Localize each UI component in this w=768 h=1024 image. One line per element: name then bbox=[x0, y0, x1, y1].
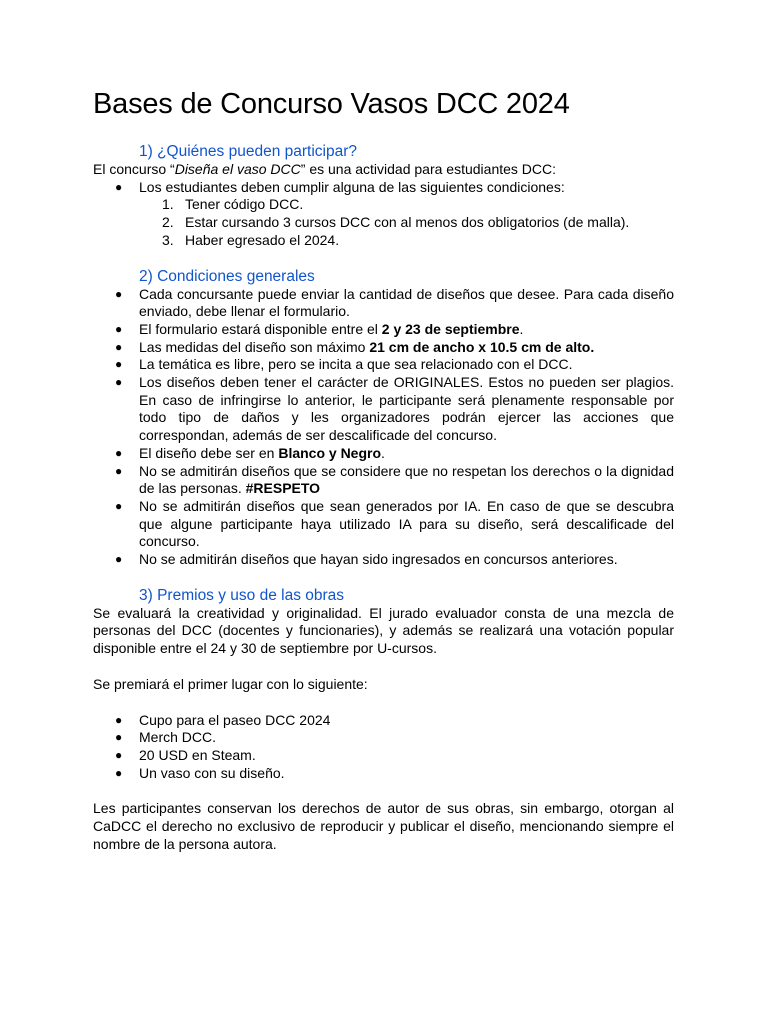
list-item-text: . bbox=[519, 320, 524, 337]
bullet-icon: ● bbox=[115, 321, 123, 336]
bullet-icon: ● bbox=[115, 339, 123, 354]
section-2-heading: 2) Condiciones generales bbox=[139, 267, 315, 285]
list-item-text: No se admitirán diseños que sean generados por IA. En caso de que se descubra que algune participante haya utilizado IA para su diseño, será descalificade del concurso. bbox=[139, 497, 674, 550]
bullet-icon: ● bbox=[115, 730, 123, 745]
list-item-text: . bbox=[381, 444, 385, 461]
condition-text: Haber egresado el 2024. bbox=[185, 231, 340, 248]
intro-text-b: ” es una actividad para estudiantes DCC: bbox=[300, 161, 557, 177]
prize-intro: Se premiará el primer lugar con lo siguiente: bbox=[93, 675, 368, 692]
contest-name: Diseña el vaso DCC bbox=[174, 161, 301, 177]
date-range: 2 y 23 de septiembre bbox=[381, 320, 520, 337]
color-requirement: Blanco y Negro bbox=[278, 444, 382, 461]
prize-list bbox=[93, 712, 674, 783]
list-item-text: No se admitirán diseños que se considere que no respetan los derechos o la dignidad de las personas. bbox=[139, 462, 674, 497]
condition-text: Estar cursando 3 cursos DCC con al menos dos obligatorios (de malla). bbox=[185, 214, 630, 231]
bullet-icon: ● bbox=[115, 552, 123, 567]
prize-text: Merch DCC. bbox=[139, 729, 217, 746]
condition-number: 1. bbox=[162, 196, 174, 213]
list-item-text: El formulario estará disponible entre el bbox=[139, 320, 382, 337]
condition-number: 3. bbox=[162, 231, 174, 248]
bullet-icon: ● bbox=[115, 463, 123, 478]
bullet-icon: ● bbox=[115, 445, 123, 460]
condition-item bbox=[93, 232, 674, 250]
prize-text: Cupo para el paseo DCC 2024 bbox=[139, 711, 331, 728]
bullet-icon: ● bbox=[115, 286, 123, 301]
section-1-heading: 1) ¿Quiénes pueden participar? bbox=[139, 143, 357, 160]
condition-number: 2. bbox=[162, 214, 174, 231]
list-item bbox=[93, 339, 674, 357]
bullet-icon: ● bbox=[115, 375, 123, 390]
prize-item bbox=[93, 729, 674, 747]
list-item-text: El diseño debe ser en bbox=[139, 444, 279, 461]
respeto-hashtag: #RESPETO bbox=[245, 480, 321, 497]
document-title: Bases de Concurso Vasos DCC 2024 bbox=[93, 88, 570, 120]
condition-text: Tener código DCC. bbox=[185, 196, 304, 213]
section-3-heading: 3) Premios y uso de las obras bbox=[139, 586, 345, 604]
list-item-text: Los estudiantes deben cumplir alguna de las siguientes condiciones: bbox=[139, 178, 565, 195]
section-2-list bbox=[93, 286, 674, 569]
list-item bbox=[93, 445, 674, 463]
list-item bbox=[93, 179, 674, 197]
list-item bbox=[93, 321, 674, 339]
list-item-text: Las medidas del diseño son máximo bbox=[139, 338, 370, 355]
evaluation-paragraph: Se evaluará la creatividad y originalidad. El jurado evaluador consta de una mezcla de personas del DCC (docentes y funcionaries), y además se realizará una votación popular disponible entre el 24 y 30 de septiembre por U-cursos. bbox=[93, 604, 674, 657]
list-item-text: No se admitirán diseños que hayan sido ingresados en concursos anteriores. bbox=[139, 551, 618, 568]
list-item-text: Cada concursante puede enviar la cantidad de diseños que desee. Para cada diseño enviado, debe llenar el formulario. bbox=[139, 285, 674, 320]
bullet-icon: ● bbox=[115, 765, 123, 780]
condition-item bbox=[93, 214, 674, 232]
prize-text: 20 USD en Steam. bbox=[139, 746, 256, 763]
condition-item bbox=[93, 196, 674, 214]
prize-item bbox=[93, 747, 674, 765]
prize-item bbox=[93, 712, 674, 730]
list-item-text: La temática es libre, pero se incita a que sea relacionado con el DCC. bbox=[139, 356, 573, 373]
list-item bbox=[93, 356, 674, 374]
list-item bbox=[93, 463, 674, 498]
prize-item bbox=[93, 765, 674, 783]
list-item-text: Los diseños deben tener el carácter de ORIGINALES. Estos no pueden ser plagios. En caso de infringirse lo anterior, le participante será plenamente responsable por todo tipo de daños y les organizadores podrán ejercer las acciones que correspondan, además de ser descalificade del concurso. bbox=[139, 374, 674, 444]
intro-text-a: El concurso “ bbox=[93, 161, 175, 177]
section-1-list bbox=[93, 179, 674, 197]
list-item bbox=[93, 374, 674, 445]
prize-text: Un vaso con su diseño. bbox=[139, 764, 285, 781]
bullet-icon: ● bbox=[115, 498, 123, 513]
bullet-icon: ● bbox=[115, 712, 123, 727]
design-dimensions: 21 cm de ancho x 10.5 cm de alto. bbox=[369, 338, 595, 355]
bullet-icon: ● bbox=[115, 179, 123, 194]
bullet-icon: ● bbox=[115, 747, 123, 762]
conditions-list bbox=[93, 196, 674, 249]
bullet-icon: ● bbox=[115, 357, 123, 372]
list-item bbox=[93, 551, 674, 569]
section-1-intro bbox=[93, 161, 674, 179]
copyright-paragraph: Les participantes conservan los derechos de autor de sus obras, sin embargo, otorgan al CaDCC el derecho no exclusivo de reproducir y publicar el diseño, mencionando siempre el nombre de la persona autora. bbox=[93, 800, 674, 852]
list-item bbox=[93, 286, 674, 321]
list-item bbox=[93, 498, 674, 551]
document-page bbox=[93, 84, 674, 854]
